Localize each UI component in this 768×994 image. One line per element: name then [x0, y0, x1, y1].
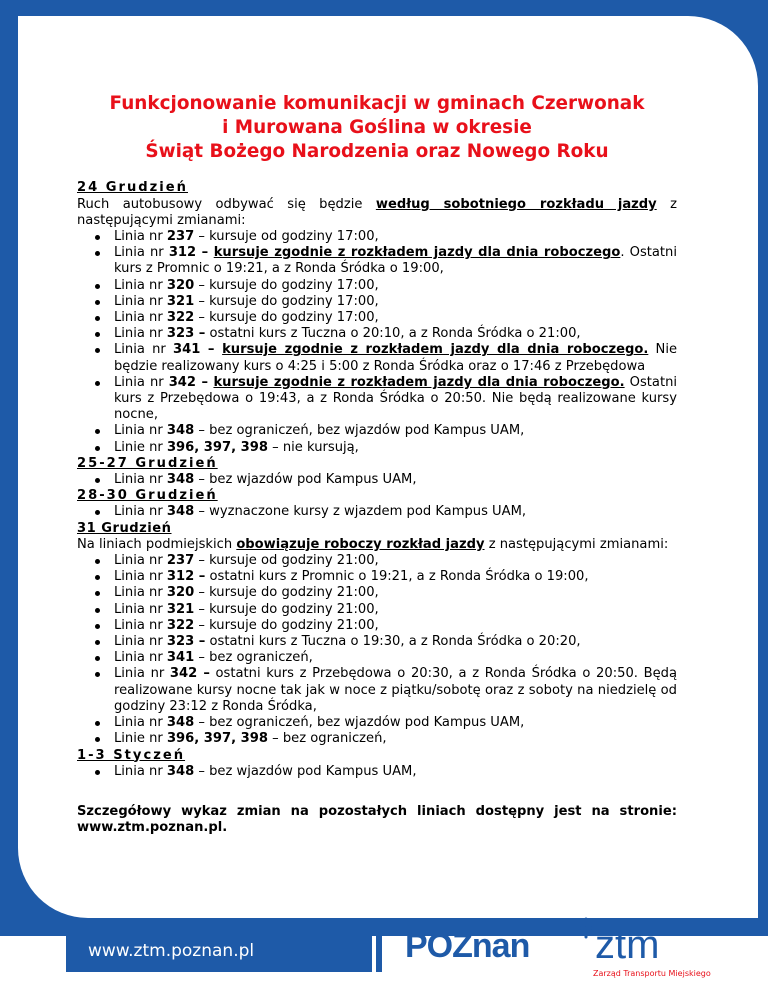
line-text: Nie będzie realizowany kurs o 4:25 i 5:00 z Ronda Śródka oraz o 17:46 z Przebędowa — [114, 342, 678, 374]
list-item — [114, 731, 677, 747]
line-text: Linia nr — [114, 472, 167, 488]
section-heading-25-27-dec: 25-27 Grudzień — [77, 455, 218, 471]
list-item — [114, 245, 677, 277]
line-number: 321 — [166, 293, 195, 309]
line-number: 312 – — [168, 245, 214, 261]
line-number: 396, 397, 398 — [166, 439, 268, 455]
line-text: – bez ograniczeń, — [194, 650, 313, 666]
list-item — [114, 634, 677, 650]
section-heading-24-dec: 24 Grudzień — [77, 180, 188, 196]
line-text: Ostatni kurs z Przebędowa o 19:43, a z Ronda Śródka o 20:50. Nie będą realizowane kursy nocne, — [114, 374, 678, 423]
line-text: Linia nr — [114, 374, 169, 390]
line-emphasis: kursuje zgodnie z rozkładem jazdy dla dnia roboczego — [213, 245, 621, 261]
line-number: 342 – — [168, 374, 214, 390]
list-item — [114, 294, 677, 310]
line-text: ostatni kurs z Tuczna o 20:10, a z Ronda Śródka o 21:00, — [205, 326, 581, 342]
line-number: 322 — [166, 617, 195, 633]
line-text: . Ostatni kurs z Promnic o 19:21, a z Ronda Śródka o 19:00, — [114, 245, 677, 277]
ztm-logo — [405, 915, 711, 985]
intro-text: Na liniach podmiejskich — [77, 536, 237, 552]
line-text: – nie kursują, — [268, 439, 359, 455]
section-heading-28-30-dec: 28-30 Grudzień — [77, 488, 218, 504]
list-item — [114, 602, 677, 618]
line-number: 341 – — [173, 342, 223, 358]
list-item — [114, 504, 677, 520]
line-text: Linia nr — [114, 601, 167, 617]
line-number: 320 — [166, 277, 195, 293]
line-text: Linia nr — [114, 650, 167, 666]
line-text: Linia nr — [114, 423, 167, 439]
line-text: Linia nr — [114, 504, 167, 520]
line-text: Linia nr — [114, 634, 167, 650]
title-line-1: Funkcjonowanie komunikacji w gminach Czerwonak — [109, 93, 645, 114]
line-text: – wyznaczone kursy z wjazdem pod Kampus UAM, — [194, 504, 527, 520]
line-number: 341 — [166, 650, 195, 666]
line-text: Linia nr — [114, 293, 167, 309]
line-text: Linia nr — [114, 666, 170, 682]
line-text: – kursuje do godziny 17:00, — [194, 293, 379, 309]
list-1-3-jan — [77, 764, 677, 780]
line-text: Linia nr — [114, 342, 173, 358]
section-heading-1-3-jan: 1-3 Styczeń — [77, 747, 186, 763]
line-number: 348 — [166, 504, 195, 520]
line-text: – kursuje do godziny 17:00, — [194, 310, 379, 326]
line-text: – bez ograniczeń, bez wjazdów pod Kampus UAM, — [194, 423, 525, 439]
line-emphasis: kursuje zgodnie z rozkładem jazdy dla dnia roboczego. — [222, 342, 649, 358]
line-text: Linia nr — [114, 763, 167, 779]
line-number: 323 – — [166, 326, 206, 342]
line-text: Linia nr — [114, 569, 167, 585]
line-text: – kursuje od godziny 17:00, — [194, 229, 379, 244]
logo-poznan-text: POZnan — [405, 927, 530, 965]
line-text: – bez ograniczeń, bez wjazdów pod Kampus UAM, — [194, 715, 525, 731]
line-text: Linia nr — [114, 326, 167, 342]
logo-ztm-text: ztm — [595, 923, 660, 967]
line-text: – bez wjazdów pod Kampus UAM, — [194, 763, 417, 779]
line-text: – kursuje od godziny 21:00, — [194, 553, 379, 569]
notice-content — [77, 92, 677, 849]
list-item — [114, 440, 677, 456]
line-text: – kursuje do godziny 21:00, — [194, 601, 379, 617]
line-number: 322 — [166, 310, 195, 326]
notice-title — [77, 92, 677, 163]
line-text: Linia nr — [114, 715, 167, 731]
list-25-27-dec — [77, 472, 677, 488]
list-item — [114, 342, 677, 374]
line-number: 312 – — [166, 569, 206, 585]
line-text: Linia nr — [114, 553, 167, 569]
list-item — [114, 472, 677, 488]
line-number: 237 — [166, 553, 195, 569]
line-text: – kursuje do godziny 21:00, — [194, 585, 379, 601]
list-24-dec — [77, 229, 677, 456]
list-31-dec — [77, 553, 677, 747]
list-item — [114, 375, 677, 424]
list-item — [114, 650, 677, 666]
line-number: 348 — [166, 715, 195, 731]
list-item — [114, 423, 677, 439]
title-line-2: i Murowana Goślina w okresie — [222, 116, 532, 138]
logo-subtitle: Zarząd Transportu Miejskiego — [593, 969, 711, 978]
section-intro-24-dec — [77, 197, 677, 229]
line-text: Linia nr — [114, 229, 167, 244]
list-item — [114, 666, 677, 715]
line-text: Linia nr — [114, 277, 167, 293]
title-line-3: Świąt Bożego Narodzenia oraz Nowego Roku — [145, 140, 609, 162]
line-text: – kursuje do godziny 17:00, — [194, 277, 379, 293]
list-item — [114, 764, 677, 780]
asterisk-icon — [575, 917, 597, 939]
list-item — [114, 229, 677, 245]
list-item — [114, 326, 677, 342]
line-text: Linia nr — [114, 245, 169, 261]
list-item — [114, 569, 677, 585]
line-number: 342 – — [169, 666, 210, 682]
line-text: ostatni kurs z Przebędowa o 20:30, a z Ronda Śródka o 20:50. Będą realizowane kursy nocne tak jak w noce z piątku/sobotę oraz z soboty na niedzielę od godziny 23:12 z Ronda Śródka, — [114, 666, 677, 714]
list-item — [114, 310, 677, 326]
list-item — [114, 278, 677, 294]
line-number: 348 — [166, 472, 195, 488]
line-number: 396, 397, 398 — [166, 731, 268, 747]
footnote: Szczegółowy wykaz zmian na pozostałych liniach dostępny jest na stronie: www.ztm.poznan.pl. — [77, 803, 677, 836]
list-item — [114, 715, 677, 731]
line-number: 348 — [166, 423, 195, 439]
line-text: Linie nr — [114, 731, 167, 747]
line-text: ostatni kurs z Promnic o 19:21, a z Ronda Śródka o 19:00, — [205, 569, 589, 585]
section-heading-31-dec: 31 Grudzień — [77, 520, 172, 536]
line-emphasis: kursuje zgodnie z rozkładem jazdy dla dnia roboczego. — [213, 374, 625, 390]
list-item — [114, 553, 677, 569]
line-number: 323 – — [166, 634, 206, 650]
intro-text: Ruch autobusowy odbywać się będzie — [77, 196, 376, 212]
line-number: 237 — [166, 229, 195, 244]
intro-text-end: z następującymi zmianami: — [77, 196, 678, 228]
line-text: – bez wjazdów pod Kampus UAM, — [194, 472, 417, 488]
line-text: Linie nr — [114, 439, 167, 455]
list-28-30-dec — [77, 504, 677, 520]
list-item — [114, 618, 677, 634]
section-intro-31-dec — [77, 537, 677, 553]
line-number: 321 — [166, 601, 195, 617]
line-text: Linia nr — [114, 617, 167, 633]
line-text: – kursuje do godziny 21:00, — [194, 617, 379, 633]
line-text: Linia nr — [114, 585, 167, 601]
intro-emphasis: według sobotniego rozkładu jazdy — [375, 196, 657, 212]
line-text: ostatni kurs z Tuczna o 19:30, a z Ronda Śródka o 20:20, — [205, 634, 581, 650]
intro-text-end: z następującymi zmianami: — [484, 536, 669, 552]
line-number: 320 — [166, 585, 195, 601]
line-number: 348 — [166, 763, 195, 779]
footer-url[interactable]: www.ztm.poznan.pl — [66, 930, 372, 972]
line-text: Linia nr — [114, 310, 167, 326]
list-item — [114, 585, 677, 601]
intro-emphasis: obowiązuje roboczy rozkład jazdy — [236, 536, 485, 552]
line-text: – bez ograniczeń, — [268, 731, 387, 747]
